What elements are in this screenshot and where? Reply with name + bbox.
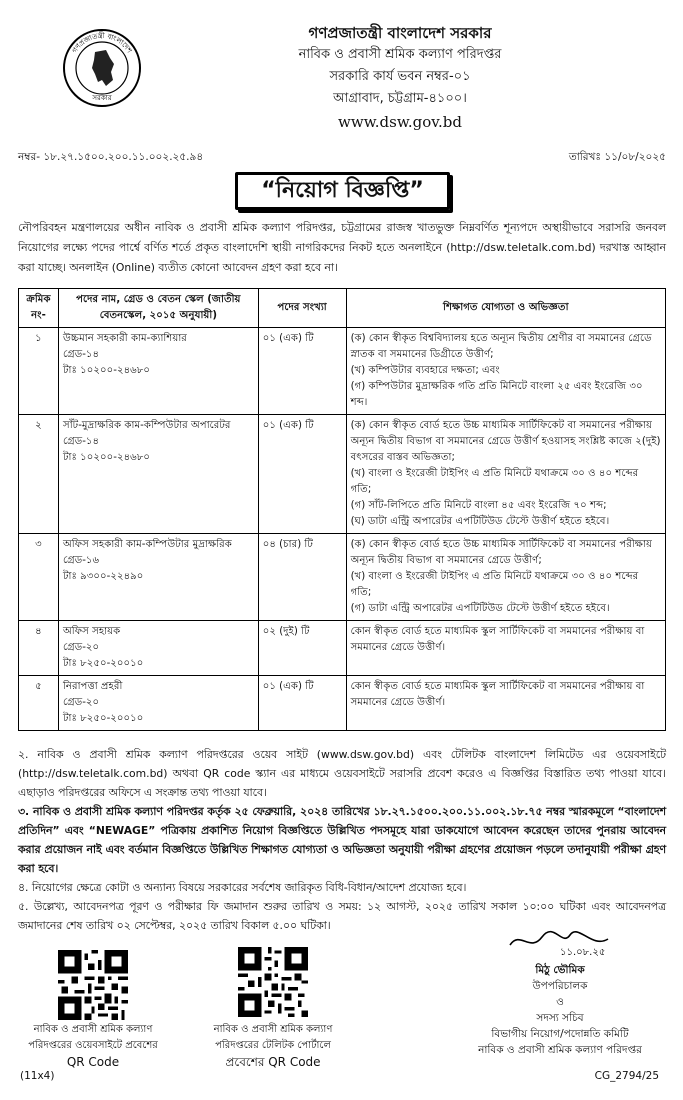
signatory-committee: বিভাগীয় নিয়োগ/পদোন্নতি কমিটি xyxy=(491,1028,629,1040)
qualification-item: (গ) সাঁট-লিপিতে প্রতি মিনিটে বাংলা ৪৫ এবং ইংরেজি ৭০ শব্দ; xyxy=(350,500,607,511)
post-name: অফিস সহায়ক xyxy=(62,626,121,637)
signatory-conjunction: ও xyxy=(556,996,564,1008)
qualification-cell xyxy=(346,328,665,415)
svg-text:সরকার: সরকার xyxy=(92,94,112,102)
qualification-cell xyxy=(346,415,665,534)
qualification-cell xyxy=(346,676,665,731)
post-pay: টাঃ ৮২৫০-২০০১০ xyxy=(62,658,144,669)
post-cell xyxy=(58,415,258,534)
handwritten-signature xyxy=(500,925,620,957)
post-pay: টাঃ ১০২০০-২৪৬৮০ xyxy=(62,452,151,463)
table-row xyxy=(19,328,666,415)
note-2: ২. নাবিক ও প্রবাসী শ্রমিক কল্যাণ পরিদপ্তরের ওয়েব সাইট (www.dsw.gov.bd) এবং টেলিটক বাংলাদেশ লিমিটেড এর ওয়েবসাইটে (http://dsw.teletalk.com.bd) অথবা QR code স্ক্যান এর মাধ্যমে ওয়েবসাইটে সরাসরি প্রবেশ করেও এ বিজ্ঞপ্তির বিস্তারিত তথ্য পাওয়া যাবে। এছাড়াও পরিদপ্তরের অফিসে এ সংক্রান্ত তথ্য পাওয়া যাবে। xyxy=(18,748,666,799)
post-grade: গ্রেড-২০ xyxy=(62,697,100,708)
post-name: সাঁট-মুদ্রাক্ষরিক কাম-কম্পিউটার অপারেটর xyxy=(62,420,231,431)
website-url: www.dsw.gov.bd xyxy=(338,113,462,131)
count-cell: ০২ (দুই) টি xyxy=(258,621,346,676)
govt-name: গণপ্রজাতন্ত্রী বাংলাদেশ সরকার xyxy=(308,24,492,42)
post-cell xyxy=(58,328,258,415)
qr-caption-line: প্রবেশের QR Code xyxy=(225,1055,321,1069)
post-name: নিরাপত্তা প্রহরী xyxy=(62,681,123,692)
post-grade: গ্রেড-১৪ xyxy=(62,436,100,447)
qualification-item: (গ) কম্পিউটার মুদ্রাক্ষরিক গতি প্রতি মিনিটে বাংলা ২৫ এবং ইংরেজি ৩০ শব্দ। xyxy=(350,381,643,408)
post-name: অফিস সহকারী কাম-কম্পিউটার মুদ্রাক্ষরিক xyxy=(62,539,232,550)
post-name: উচ্চমান সহকারী কাম-ক্যাশিয়ার xyxy=(62,333,187,344)
table-row xyxy=(19,676,666,731)
serial-cell: ৫ xyxy=(19,676,59,731)
qr-caption-line: নাবিক ও প্রবাসী শ্রমিক কল্যাণ xyxy=(213,1024,333,1035)
post-pay: টাঃ ৮২৫০-২০০১০ xyxy=(62,713,144,724)
qualification-item: কোন স্বীকৃত বোর্ড হতে মাধ্যমিক স্কুল সার্টিফিকেট বা সমমানের পরীক্ষায় বা সমমানের গ্রেডে উত্তীর্ণ। xyxy=(350,626,645,653)
header-post: পদের নাম, গ্রেড ও বেতন স্কেল (জাতীয় বেতনস্কেল, ২০১৫ অনুযায়ী) xyxy=(58,289,258,328)
serial-cell: ২ xyxy=(19,415,59,534)
teletalk-qr-code[interactable] xyxy=(238,947,308,1017)
website-qr-code[interactable] xyxy=(58,950,128,1020)
qr-caption-line: পরিদপ্তরের টেলিটক পোর্টালে xyxy=(215,1040,331,1051)
ad-reference-code: CG_2794/25 xyxy=(594,1070,659,1082)
signatory-title: উপপরিচালক xyxy=(532,980,588,992)
qualification-item: (খ) বাংলা ও ইংরেজী টাইপিং এ প্রতি মিনিটে যথাক্রমে ৩০ ও ৪০ শব্দের গতি; xyxy=(350,468,639,495)
table-row xyxy=(19,534,666,621)
table-row xyxy=(19,415,666,534)
qualification-cell xyxy=(346,534,665,621)
memo-number: নম্বর- ১৮.২৭.১৫০০.২০০.১১.০০২.২৫.৯৪ xyxy=(18,151,204,163)
qualification-item: (খ) বাংলা ও ইংরেজী টাইপিং এ প্রতি মিনিটে যথাক্রমে ৩০ ও ৪০ শব্দের গতি; xyxy=(350,571,639,598)
header-serial: ক্রমিক নং- xyxy=(19,289,59,328)
count-cell: ০১ (এক) টি xyxy=(258,676,346,731)
signatory-name: মিঠু ভৌমিক xyxy=(535,964,585,976)
teletalk-qr-caption xyxy=(198,1022,348,1070)
post-pay: টাঃ ৯৩০০-২২৪৯০ xyxy=(62,571,144,582)
qr-caption-line: QR Code xyxy=(66,1055,120,1069)
post-grade: গ্রেড-১৪ xyxy=(62,349,100,360)
post-grade: গ্রেড-১৬ xyxy=(62,555,100,566)
svg-text:১১.০৮.২৫: ১১.০৮.২৫ xyxy=(560,947,606,957)
post-cell xyxy=(58,676,258,731)
table-header-row xyxy=(19,289,666,328)
post-grade: গ্রেড-২০ xyxy=(62,642,100,653)
reference-row xyxy=(18,150,666,168)
notice-title: “নিয়োগ বিজ্ঞপ্তি” xyxy=(235,172,450,210)
count-cell: ০১ (এক) টি xyxy=(258,415,346,534)
header-qualification: শিক্ষাগত যোগ্যতা ও অভিজ্ঞতা xyxy=(346,289,665,328)
post-cell xyxy=(58,534,258,621)
letterhead xyxy=(0,0,683,150)
qualification-item: (ক) কোন স্বীকৃত বোর্ড হতে উচ্চ মাধ্যমিক সার্টিফিকেট বা সমমানের পরীক্ষায় অন্যূন দ্বিতীয় বিভাগ বা সমমানের গ্রেডে উত্তীর্ণ হওয়াসহ সংশ্লিষ্ট কাজে ২(দুই) বৎসরের বাস্তব অভিজ্ঞতা; xyxy=(350,420,661,463)
qr-caption-line: নাবিক ও প্রবাসী শ্রমিক কল্যাণ xyxy=(33,1024,153,1035)
qualification-item: (গ) ডাটা এন্ট্রি অপারেটর এপটিটিউড টেস্টে উত্তীর্ণ হইতে হইবে। xyxy=(350,603,610,614)
qr-caption-line: পরিদপ্তরের ওয়েবসাইটে প্রবেশের xyxy=(28,1040,158,1051)
qualification-item: (ক) কোন স্বীকৃত বোর্ড হতে উচ্চ মাধ্যমিক সার্টিফিকেট বা সমমানের পরীক্ষায় অন্যূন দ্বিতীয় বিভাগ বা সমমানের গ্রেডে উত্তীর্ণ; xyxy=(350,539,652,566)
vacancy-table xyxy=(18,288,666,731)
table-row xyxy=(19,621,666,676)
post-cell xyxy=(58,621,258,676)
note-4: ৪. নিয়োগের ক্ষেত্রে কোটা ও অন্যান্য বিষয়ে সরকারের সর্বশেষ জারিকৃত বিধি-বিধান/আদেশ প্রযোজ্য হবে। xyxy=(18,881,467,894)
city-address: আগ্রাবাদ, চট্টগ্রাম-৪১০০। xyxy=(333,91,467,106)
note-5: ৫. উল্লেখ্য, আবেদনপত্র পূরণ ও পরীক্ষার ফি জমাদান শুরুর তারিখ ও সময়: ১২ আগস্ট, ২০২৫ তারিখ সকাল ১০:০০ ঘটিকা এবং আবেদনপত্র জমাদানের শেষ তারিখ ০২ সেপ্টেম্বর, ২০২৫ তারিখ বিকাল ৫.০০ ঘটিকা। xyxy=(18,900,666,932)
notes-section xyxy=(18,745,666,935)
qualification-cell xyxy=(346,621,665,676)
intro-paragraph: নৌপরিবহন মন্ত্রণালয়ের অধীন নাবিক ও প্রবাসী শ্রমিক কল্যাণ পরিদপ্তর, চট্টগ্রামের রাজস্ব খাতভুক্ত নিম্নবর্ণিত শূন্যপদে অস্থায়ীভাবে সরাসরি জনবল নিয়োগের লক্ষ্যে পদের পার্শ্বে বর্ণিত শর্তে প্রকৃত বাংলাদেশি স্থায়ী নাগরিকদের নিকট হতে অনলাইনে (http://dsw.teletalk.com.bd) দরখাস্ত আহ্বান করা যাচ্ছে। অনলাইন (Online) ব্যতীত কোনো আবেদন গ্রহণ করা হবে না। xyxy=(18,221,666,274)
qualification-item: (ক) কোন স্বীকৃত বিশ্ববিদ্যালয় হতে অন্যূন দ্বিতীয় শ্রেণীর বা সমমানের গ্রেডে স্নাতক বা সমমানের ডিগ্রীতে উত্তীর্ণ; xyxy=(350,333,652,360)
qualification-item: (ঘ) ডাটা এন্ট্রি অপারেটর এপটিটিউড টেস্টে উত্তীর্ণ হইতে হইবে। xyxy=(350,516,610,527)
website-qr-caption xyxy=(18,1022,168,1070)
note-3: ৩. নাবিক ও প্রবাসী শ্রমিক কল্যাণ পরিদপ্তর কর্তৃক ২৫ ফেব্রুয়ারি, ২০২৪ তারিখের ১৮.২৭.১৫০০.২০০.১১.০০২.১৮.৭৫ নম্বর স্মারকমূলে “বাংলাদেশ প্রতিদিন” এবং “NEWAGE” পত্রিকায় প্রকাশিত নিয়োগ বিজ্ঞপ্তিতে উল্লিখিত পদসমূহে যারা ডাকযোগে আবেদন করেছেন তাদের পুনরায় আবেদন করার প্রয়োজন নাই এবং বর্তমান বিজ্ঞপ্তিতে উল্লিখিত শিক্ষাগত যোগ্যতা ও অভিজ্ঞতা অনুযায়ী পরীক্ষা গ্রহণের প্রয়োজন পড়লে তদানুযায়ী পরীক্ষা গ্রহণ করা হবে। xyxy=(18,805,666,875)
issue-date: তারিখঃ ১১/০৮/২০২৫ xyxy=(568,151,666,163)
post-pay: টাঃ ১০২০০-২৪৬৮০ xyxy=(62,365,151,376)
department-name: নাবিক ও প্রবাসী শ্রমিক কল্যাণ পরিদপ্তর xyxy=(298,47,502,62)
header-count: পদের সংখ্যা xyxy=(258,289,346,328)
signatory-office: নাবিক ও প্রবাসী শ্রমিক কল্যাণ পরিদপ্তর xyxy=(478,1044,642,1056)
qualification-item: কোন স্বীকৃত বোর্ড হতে মাধ্যমিক স্কুল সার্টিফিকেট বা সমমানের পরীক্ষায় বা সমমানের গ্রেডে উত্তীর্ণ। xyxy=(350,681,645,708)
qualification-item: (খ) কম্পিউটার ব্যবহারে দক্ষতা; এবং xyxy=(350,365,500,376)
svg-text:গণপ্রজাতন্ত্রী বাংলাদেশ: গণপ্রজাতন্ত্রী বাংলাদেশ xyxy=(70,31,134,55)
signature-block xyxy=(470,925,650,1058)
signatory-role: সদস্য সচিব xyxy=(536,1012,584,1024)
serial-cell: ১ xyxy=(19,328,59,415)
ad-size-code: (11x4) xyxy=(20,1070,55,1082)
count-cell: ০৪ (চার) টি xyxy=(258,534,346,621)
serial-cell: ৪ xyxy=(19,621,59,676)
serial-cell: ৩ xyxy=(19,534,59,621)
building-address: সরকারি কার্য ভবন নম্বর-০১ xyxy=(329,69,471,84)
government-seal-logo xyxy=(62,28,142,108)
count-cell: ০১ (এক) টি xyxy=(258,328,346,415)
